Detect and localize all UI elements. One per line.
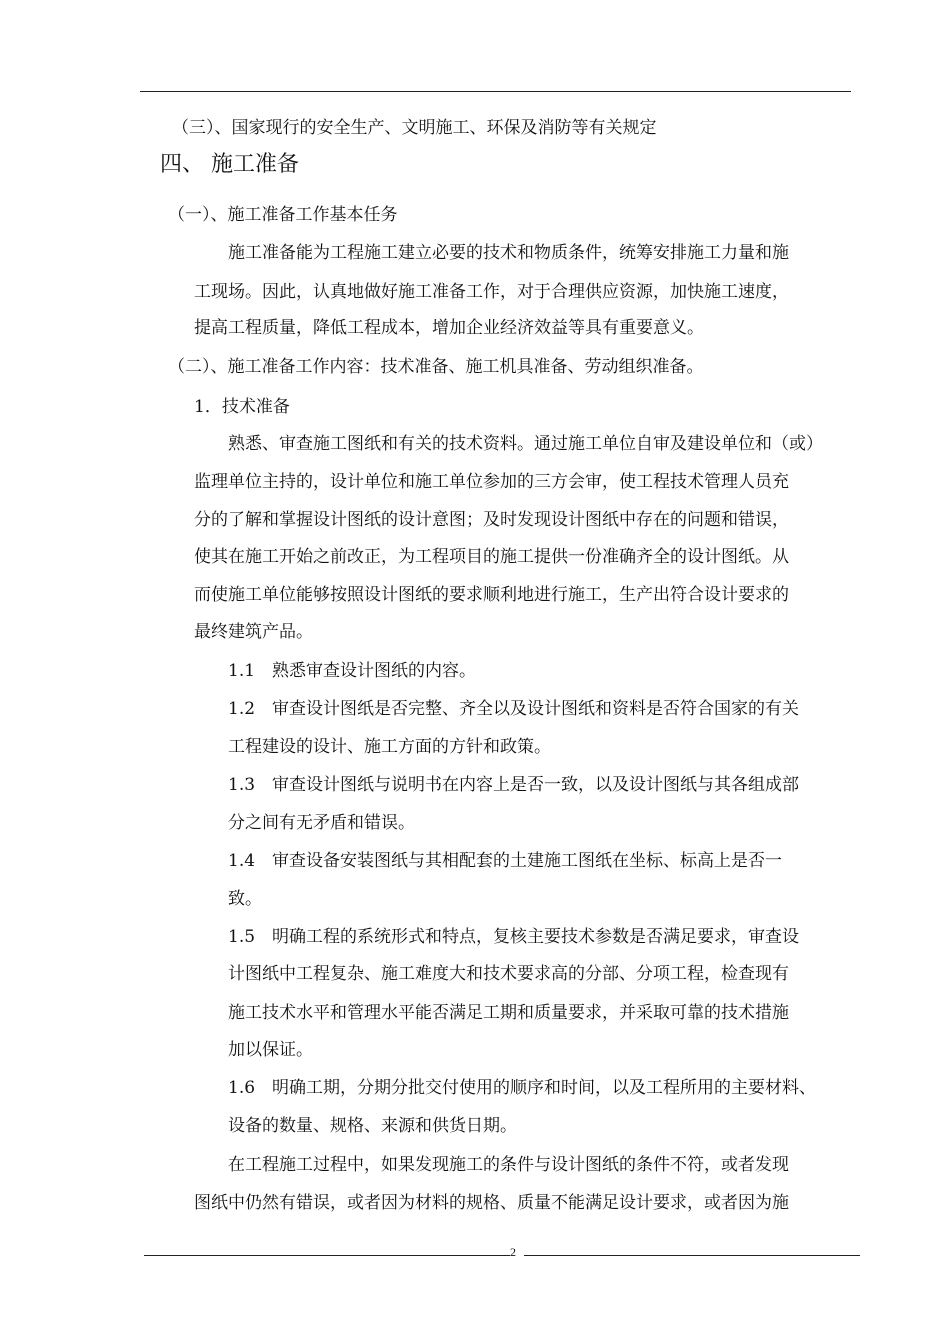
item-1-5-line: 加以保证。	[228, 1040, 313, 1060]
header-rule	[140, 91, 851, 92]
item-1-3-line: 分之间有无矛盾和错误。	[228, 813, 415, 833]
para2-line: 最终建筑产品。	[194, 622, 313, 642]
para2-line: 熟悉、审查施工图纸和有关的技术资料。通过施工单位自审及建设单位和（或）	[228, 434, 823, 454]
para1-line: 施工准备能为工程施工建立必要的技术和物质条件，统筹安排施工力量和施	[228, 243, 789, 263]
item-1-5-line: 1.5 明确工程的系统形式和特点，复核主要技术参数是否满足要求，审查设	[228, 927, 800, 947]
item-1-5-line: 计图纸中工程复杂、施工难度大和技术要求高的分部、分项工程，检查现有	[228, 964, 789, 984]
item-1-3-line: 1.3 审查设计图纸与说明书在内容上是否一致，以及设计图纸与其各组成部	[228, 775, 800, 795]
item-1-4-line: 致。	[228, 889, 262, 909]
para3-line: 在工程施工过程中，如果发现施工的条件与设计图纸的条件不符，或者发现	[228, 1155, 789, 1175]
page-number: 2	[510, 1245, 516, 1259]
item-1-2-line: 工程建设的设计、施工方面的方针和政策。	[228, 737, 551, 757]
para1-line: 提高工程质量，降低工程成本，增加企业经济效益等具有重要意义。	[194, 318, 704, 338]
item-1-2-line: 1.2 审查设计图纸是否完整、齐全以及设计图纸和资料是否符合国家的有关	[228, 699, 800, 719]
item-1-4-line: 1.4 审查设备安装图纸与其相配套的土建施工图纸在坐标、标高上是否一	[228, 851, 783, 871]
subsection-one-heading: （一）、施工准备工作基本任务	[168, 205, 398, 225]
para3-line: 图纸中仍然有错误，或者因为材料的规格、质量不能满足设计要求，或者因为施	[194, 1193, 789, 1213]
item-technical-prep: 1．技术准备	[194, 397, 290, 417]
para1-line: 工现场。因此，认真地做好施工准备工作，对于合理供应资源，加快施工速度，	[194, 282, 789, 302]
section-three-line: （三）、国家现行的安全生产、文明施工、环保及消防等有关规定	[172, 118, 657, 138]
item-1-5-line: 施工技术水平和管理水平能否满足工期和质量要求，并采取可靠的技术措施	[228, 1003, 789, 1023]
footer-rule-right	[524, 1255, 860, 1256]
para2-line: 分的了解和掌握设计图纸的设计意图；及时发现设计图纸中存在的问题和错误，	[194, 510, 789, 530]
para2-line: 监理单位主持的，设计单位和施工单位参加的三方会审，使工程技术管理人员充	[194, 472, 789, 492]
para2-line: 使其在施工开始之前改正，为工程项目的施工提供一份准确齐全的设计图纸。从	[194, 547, 789, 567]
item-1-1: 1.1 熟悉审查设计图纸的内容。	[228, 661, 477, 681]
subsection-two-heading: （二）、施工准备工作内容：技术准备、施工机具准备、劳动组织准备。	[168, 357, 704, 377]
footer-rule-left	[144, 1255, 510, 1256]
para2-line: 而使施工单位能够按照设计图纸的要求顺利地进行施工，生产出符合设计要求的	[194, 585, 789, 605]
section-heading-four: 四、 施工准备	[160, 152, 299, 177]
item-1-6-line: 1.6 明确工期，分期分批交付使用的顺序和时间，以及工程所用的主要材料、	[228, 1078, 817, 1098]
item-1-6-line: 设备的数量、规格、来源和供货日期。	[228, 1116, 517, 1136]
